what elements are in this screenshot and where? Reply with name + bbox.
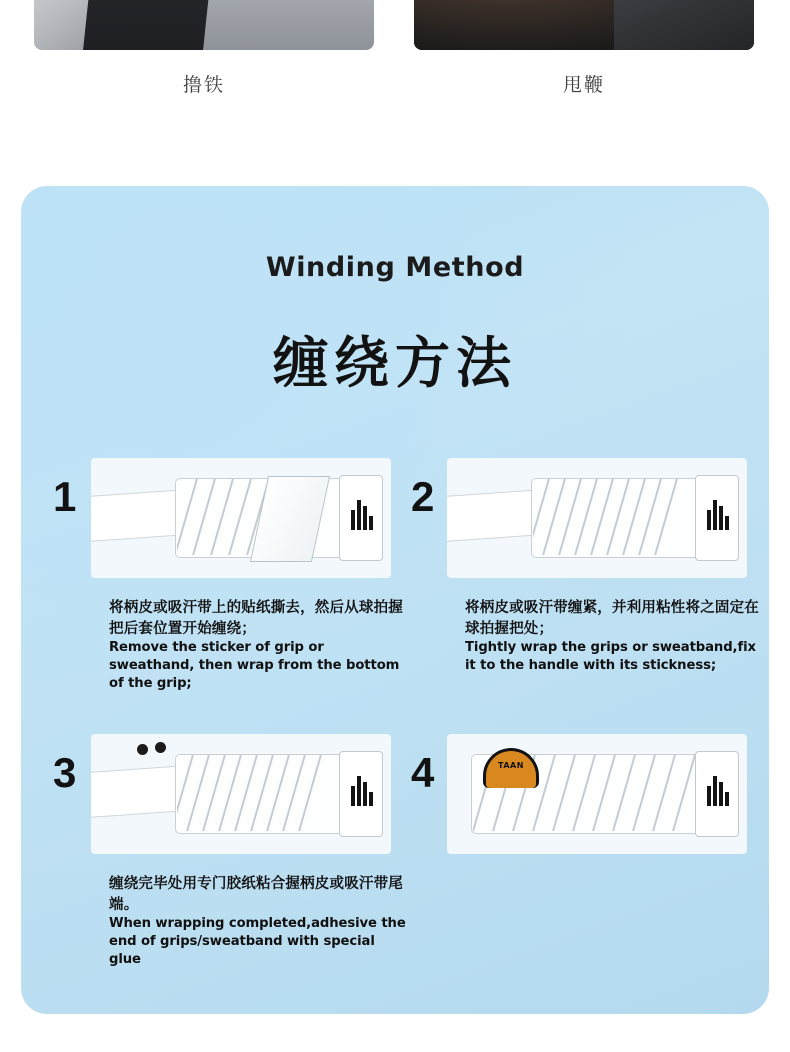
tape-brand-label: TAAN	[498, 761, 524, 770]
step-3-text	[109, 874, 409, 968]
step-1-text-cn: 将柄皮或吸汗带上的贴纸撕去，然后从球拍握把后套位置开始缠绕；	[109, 600, 403, 637]
step-4-number: 4	[411, 749, 435, 796]
winding-title-cn: 缠绕方法	[272, 332, 517, 394]
photo-caption-right: 甩鞭	[562, 75, 605, 96]
photo-card-left	[34, 0, 374, 50]
step-1-illustration	[91, 458, 391, 578]
racket-handle-graphic	[91, 734, 391, 854]
top-photo-strip	[0, 0, 790, 110]
step-3-number: 3	[53, 749, 77, 796]
adhesive-dot-icon	[137, 744, 148, 755]
step-3-text-cn: 缠绕完毕处用专门胶纸粘合握柄皮或吸汗带尾端。	[109, 876, 403, 913]
grip-wrap-lines	[533, 479, 719, 555]
grip-wrap-lines	[177, 755, 363, 831]
step-1-text-en: Remove the sticker of grip or sweathand, then wrap from the bottom of the grip;	[109, 640, 400, 691]
step-3-text-en: When wrapping completed,adhesive the end of grips/sweatband with special glue	[109, 916, 406, 967]
racket-handle-graphic	[447, 734, 747, 854]
step-1-number: 1	[53, 473, 77, 520]
brand-logo-icon	[351, 500, 373, 530]
brand-logo-icon	[351, 776, 373, 806]
gym-weight-lifting-photo	[34, 0, 374, 50]
step-2-text-cn: 将柄皮或吸汗带缠紧，并利用粘性将之固定在球拍握把处；	[465, 600, 759, 637]
adhesive-dot-icon	[155, 742, 166, 753]
step-2-number: 2	[411, 473, 435, 520]
winding-title-en: Winding Method	[265, 252, 525, 283]
winding-method-panel	[21, 186, 769, 1014]
racket-handle-graphic	[447, 458, 747, 578]
rope-whip-training-photo	[414, 0, 754, 50]
brand-logo-icon	[707, 776, 729, 806]
step-2-text	[465, 598, 765, 675]
step-3-illustration	[91, 734, 391, 854]
brand-logo-icon	[707, 500, 729, 530]
photo-caption-left: 撸铁	[182, 75, 225, 96]
racket-handle-graphic	[91, 458, 391, 578]
photo-card-right	[414, 0, 754, 50]
step-2-text-en: Tightly wrap the grips or sweatband,fix it to the handle with its stickness;	[465, 640, 756, 673]
step-1-text	[109, 598, 409, 692]
step-2-illustration	[447, 458, 747, 578]
step-4-illustration	[447, 734, 747, 854]
